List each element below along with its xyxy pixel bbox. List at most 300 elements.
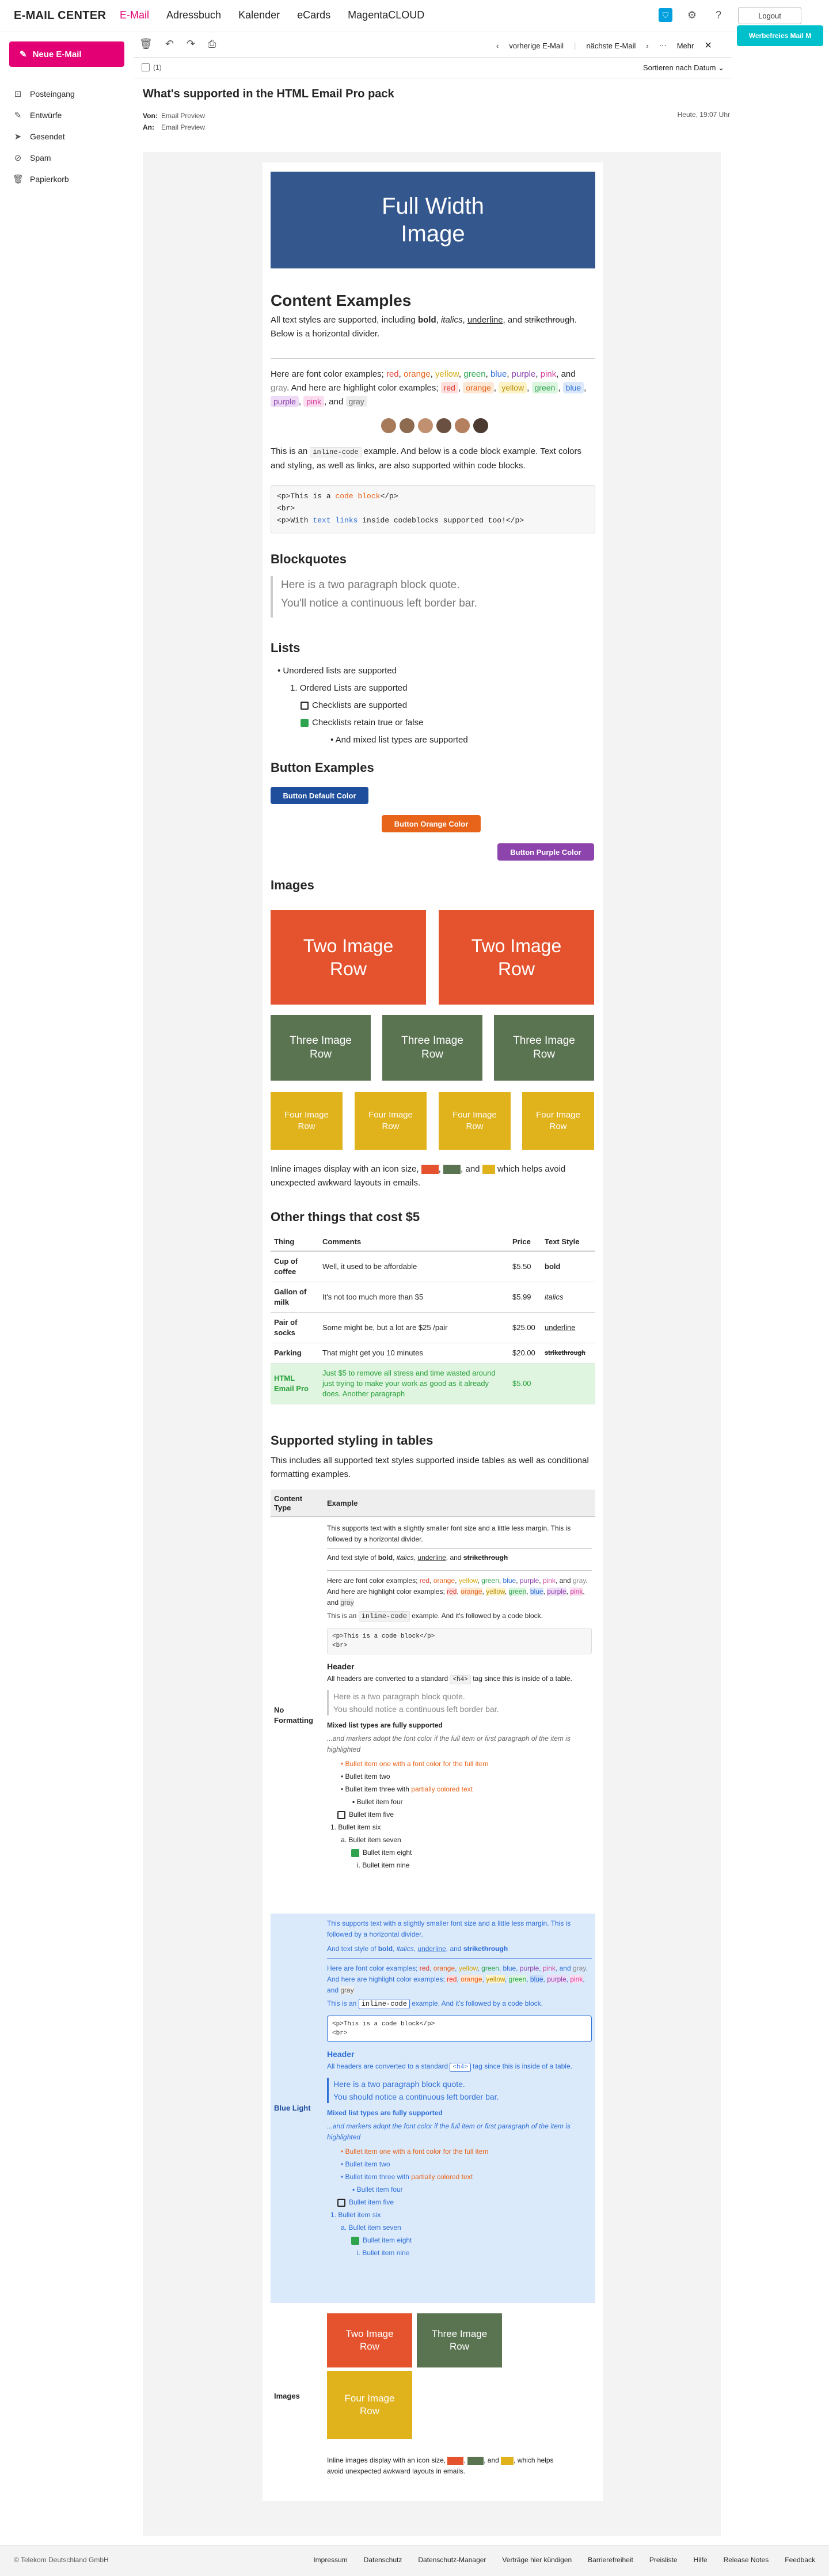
cell: Cup of coffee <box>271 1251 319 1282</box>
checkbox[interactable] <box>337 1811 345 1819</box>
t: gray <box>573 1964 586 1972</box>
t: . And here are highlight color examples; <box>327 1964 588 1983</box>
list-item: i. Bullet item nine <box>357 2249 410 2257</box>
from-label: Von: <box>143 112 158 120</box>
logout-button[interactable]: Logout <box>738 7 801 24</box>
sort-label: Sortieren nach Datum <box>643 63 716 72</box>
t: All headers are converted to a standard <box>327 1675 450 1683</box>
list-item: 1. Ordered Lists are supported <box>290 683 408 693</box>
t: Two Image Row <box>471 935 562 979</box>
t: Four Image Row <box>536 1110 580 1131</box>
folder-trash[interactable] <box>13 168 128 190</box>
t: , <box>413 1945 418 1953</box>
colors-text: Here are font color examples; red, orange, yellow, green, blue, purple, pink, and gray. And here are highlight color examples; red , orange , yellow , green , blue , purple , pink , and gray <box>271 369 587 407</box>
to-label: An: <box>143 123 154 131</box>
print-icon[interactable]: ⎙ <box>208 38 216 50</box>
lists-section <box>271 641 595 749</box>
list-item <box>327 1846 592 1859</box>
folder-label: Entwürfe <box>30 110 62 120</box>
table-header-text: Header <box>327 2050 355 2059</box>
t: Here is a two paragraph block quote. <box>333 1692 465 1701</box>
list-item: ▪ Bullet item four <box>352 2185 403 2194</box>
t: . And here are highlight color examples; <box>287 383 441 393</box>
shield-icon[interactable]: ⛉ <box>659 8 672 22</box>
nav-addressbook[interactable]: Adressbuch <box>166 9 222 21</box>
img-title-wrap <box>271 878 595 893</box>
footer-link[interactable]: Barrierefreiheit <box>588 2556 633 2564</box>
footer-link[interactable]: Impressum <box>313 2556 348 2564</box>
t: <p>This is a code block</p> <box>332 1633 435 1640</box>
t: This supports text with a slightly smaller font size and a little less margin. This is followed by a horizontal divider. <box>327 1524 571 1543</box>
t: Bullet item one with a font color for the full item <box>345 2147 489 2155</box>
t: and <box>561 369 576 379</box>
send-icon: ➤ <box>14 131 22 142</box>
code-block <box>271 485 595 533</box>
toolbar-actions <box>139 38 216 50</box>
list-item: • Bullet item two <box>341 2160 390 2168</box>
list-item: a. Bullet item seven <box>341 2223 401 2232</box>
table-row <box>271 1282 595 1313</box>
row-label-blue-light: Blue Light <box>274 2104 311 2112</box>
t: example. And it's followed by a code block. <box>409 1612 543 1620</box>
cell: Parking <box>271 1343 319 1363</box>
table-row <box>271 1251 595 1282</box>
t: gray <box>271 383 287 393</box>
forward-icon[interactable]: ↷ <box>186 38 196 50</box>
spam-icon: ⊘ <box>14 153 22 163</box>
t: strikethrough <box>524 315 575 325</box>
table-inline-images-text: Inline images display with an icon size, , , and , which helps avoid unexpected awkward layouts in emails. <box>327 2456 554 2475</box>
inline-image <box>447 2457 463 2465</box>
cell: Pair of socks <box>271 1313 319 1343</box>
new-mail-label: Neue E-Mail <box>32 49 82 59</box>
t: yellow <box>499 382 527 393</box>
t: red <box>386 369 399 379</box>
divider <box>327 1548 592 1549</box>
trash-icon: 🗑 <box>13 174 24 184</box>
t: Three Image Row <box>290 1035 352 1060</box>
styling-table-header <box>271 1490 595 1517</box>
brand-logo[interactable]: E-MAIL CENTER <box>14 9 107 22</box>
checkbox[interactable] <box>337 2199 345 2207</box>
mixed-list <box>327 1757 592 1872</box>
folder-list <box>13 83 128 190</box>
hero-text: Full Width Image <box>382 194 484 247</box>
footer-link[interactable]: Verträge hier kündigen <box>502 2556 572 2564</box>
styles-paragraph <box>271 313 595 341</box>
cell: Gallon of milk <box>271 1282 319 1313</box>
four-image-row-1 <box>271 1092 343 1150</box>
t: Bullet item five <box>349 1810 394 1819</box>
cost-title: Other things that cost $5 <box>271 1210 420 1224</box>
t: Checklists are supported <box>312 700 408 710</box>
t: Bullet item eight <box>363 1848 412 1857</box>
t: Four Image Row <box>284 1110 329 1131</box>
t: red <box>441 382 458 393</box>
t: Four Image Row <box>368 1110 413 1131</box>
col-header: Content Type <box>274 1494 303 1512</box>
no-formatting-cell: This supports text with a slightly smaller font size and a little less margin. This is followed by a horizontal divider. And text style of bold, italics, underline, and strikethrough Here are font color examples; red, orange, yellow, green, blue, purple, pink, and gray. And here are highlight color examples; red, orange, yellow, green, blue, purple, pink, and gray This is an inline-code example. And it's followed by a code block. <p>This is a code block</p> <br> Header All headers are converted to a standard <h4> tag since this is inside of a table. Here is a two paragraph block quote. You should notice a continuous left border bar. Mixed list types are fully supported ...and markers adopt the font color if the full item or first paragraph of the item is highlighted • Bullet item one with a font color for the full item • Bullet item two • Bullet item three with partially colored text ▪ Bullet item four Bullet item five 1. Bullet item six a. Bullet item seven Bullet item eight i. Bullet item nine <box>327 1523 592 1872</box>
t: Four Image Row <box>452 1110 497 1131</box>
t: You'll notice a continuous left border bar. <box>281 597 477 609</box>
inline-code: inline-code <box>310 447 361 457</box>
t: bold <box>417 315 436 325</box>
t: , <box>462 315 467 325</box>
t: italics <box>440 315 463 325</box>
t: blue <box>530 1588 543 1596</box>
list-item <box>271 714 595 732</box>
list-item <box>327 2234 592 2247</box>
t: Three Image Row <box>513 1035 575 1060</box>
sort-dropdown[interactable] <box>643 63 724 73</box>
cell: $20.00 <box>509 1343 541 1363</box>
t: </p> <box>380 492 398 501</box>
t: green <box>508 1975 527 1983</box>
table-header-row <box>271 1233 595 1251</box>
lists-title: Lists <box>271 641 301 655</box>
checkbox[interactable] <box>301 702 309 710</box>
t: Bullet item six <box>338 2211 381 2219</box>
new-mail-button[interactable] <box>9 41 124 67</box>
t: Four Image Row <box>344 2393 395 2416</box>
reply-icon[interactable]: ↶ <box>165 38 174 50</box>
cell <box>541 1363 595 1404</box>
t: ...and markers adopt the font color if the full item or first paragraph of the item is highlighted <box>327 1734 571 1753</box>
t: Three Image Row <box>401 1035 463 1060</box>
t: green <box>532 382 558 393</box>
copyright: © Telekom Deutschland GmbH <box>14 2556 109 2564</box>
cell: strikethrough <box>541 1343 595 1363</box>
mixed-list <box>327 2145 592 2259</box>
t: <br> <box>277 504 295 513</box>
col-header: Example <box>327 1499 358 1507</box>
inline-images-paragraph <box>271 1162 595 1190</box>
cell: bold <box>541 1251 595 1282</box>
inbox-icon: ⊡ <box>14 89 22 99</box>
t: Bullet item six <box>338 1823 381 1831</box>
cell: $5.50 <box>509 1251 541 1282</box>
gear-icon[interactable]: ⚙ <box>687 9 697 21</box>
t: pink <box>303 396 324 407</box>
t: Bullet item seven <box>348 1836 401 1844</box>
table-image-orange <box>327 2313 412 2367</box>
t: partially colored text <box>411 1785 473 1793</box>
t: Here are font color examples; <box>327 1577 420 1585</box>
help-icon[interactable]: ? <box>715 9 721 21</box>
tables-title: Supported styling in tables <box>271 1433 433 1448</box>
t: strikethrough <box>463 1554 508 1562</box>
blockquote <box>327 2078 592 2103</box>
folder-spam[interactable] <box>13 147 128 168</box>
code-block <box>327 2016 592 2042</box>
t: tag since this is inside of a table. <box>470 1675 572 1683</box>
mail-meta <box>143 110 730 133</box>
mail-date: Heute, 19:07 Uhr <box>677 111 730 119</box>
prev-mail-link[interactable]: vorherige E-Mail <box>509 41 564 50</box>
cell: $5.00 <box>509 1363 541 1404</box>
buttons-title: Button Examples <box>271 760 374 775</box>
t: And text style of <box>327 1945 378 1953</box>
inline-code: inline-code <box>359 1999 410 2009</box>
inline-code: <h4> <box>450 2063 470 2072</box>
blockquote <box>327 1690 592 1715</box>
pencil-icon: ✎ <box>14 110 22 120</box>
t: Mixed list types are fully supported <box>327 1721 443 1729</box>
t: example. And below is a code block example. Text colors and styling, as well as links, are also supported within code blocks. <box>271 446 582 471</box>
t: pink <box>570 1588 583 1596</box>
footer-links <box>313 2556 815 2564</box>
t: red <box>447 1588 457 1596</box>
t: inside codeblocks supported too!</p> <box>358 516 524 525</box>
nav-magentacloud[interactable]: MagentaCLOUD <box>348 9 425 21</box>
checkbox-checked[interactable] <box>351 1849 359 1857</box>
table-image-green <box>417 2313 502 2367</box>
inline-image <box>467 2457 484 2465</box>
more-button[interactable]: Mehr <box>676 41 694 50</box>
t: Mixed list types are fully supported <box>327 2109 443 2117</box>
t: <p>This is a code block</p> <box>332 2021 435 2028</box>
t: purple <box>511 369 536 379</box>
t: orange <box>433 1577 455 1585</box>
col-header: Text Style <box>541 1233 595 1251</box>
t: This is an <box>327 1999 359 2007</box>
list-item <box>327 1808 592 1821</box>
t: Here is a two paragraph block quote. <box>281 579 460 591</box>
table-row-highlight <box>271 1363 595 1404</box>
next-mail-link[interactable]: nächste E-Mail <box>586 41 636 50</box>
nav-calendar[interactable]: Kalender <box>238 9 280 21</box>
t: Bullet item two <box>345 2160 390 2168</box>
col-header: Price <box>509 1233 541 1251</box>
divider <box>327 1570 592 1571</box>
t: <br> <box>332 1642 348 1649</box>
purple-color-button[interactable]: Button Purple Color <box>497 843 594 861</box>
inline-image <box>443 1165 461 1174</box>
t: underline <box>417 1945 446 1953</box>
table-image-yellow <box>327 2371 412 2439</box>
t: , and <box>461 1164 480 1174</box>
cell: Well, it used to be affordable <box>319 1251 509 1282</box>
cell: $5.99 <box>509 1282 541 1313</box>
t: pink <box>542 1964 556 1972</box>
more-icon[interactable]: ⋯ <box>659 41 667 50</box>
t: Bullet item five <box>349 2198 394 2206</box>
t: gray <box>340 1986 354 1994</box>
t: yellow <box>458 1577 478 1585</box>
t: orange <box>461 1588 482 1596</box>
nav-email[interactable]: E-Mail <box>120 9 150 21</box>
table-header-text: Header <box>327 1662 355 1671</box>
two-image-row-right <box>439 910 594 1005</box>
orange-color-button[interactable]: Button Orange Color <box>382 815 481 832</box>
list-item <box>271 697 595 714</box>
t: Inline images display with an icon size, <box>271 1164 421 1174</box>
bq-title-wrap <box>271 552 595 567</box>
footer-link[interactable]: Datenschutz-Manager <box>418 2556 486 2564</box>
footer-link[interactable]: Datenschutz <box>363 2556 402 2564</box>
t: Bullet item three with <box>345 1785 412 1793</box>
inline-text: Inline images display with an icon size, , , and which helps avoid unexpected awkward layouts in emails. <box>271 1164 566 1188</box>
selection-count: (1) <box>153 63 162 71</box>
t: gray <box>340 1598 354 1607</box>
t: Unordered lists are supported <box>283 666 397 676</box>
t: and <box>559 1964 571 1972</box>
t: purple <box>547 1975 566 1983</box>
full-width-image <box>271 172 595 268</box>
table-row <box>271 1343 595 1363</box>
t: Bullet item four <box>356 1798 403 1806</box>
footer-link[interactable]: Release Notes <box>723 2556 769 2564</box>
list-item: 1. Bullet item six <box>330 2211 381 2219</box>
default-color-button[interactable]: Button Default Color <box>271 787 368 804</box>
folder-inbox[interactable] <box>13 83 128 104</box>
t: yellow <box>486 1588 505 1596</box>
footer-link[interactable]: Hilfe <box>693 2556 708 2564</box>
list-item: • Bullet item three with partially colored text <box>341 1785 473 1793</box>
t: <br> <box>332 2030 348 2037</box>
sidebar <box>0 32 134 2567</box>
code-block <box>327 1628 592 1654</box>
cell: Just $5 to remove all stress and time wasted around just trying to make your work as good as it already does. Another paragraph <box>319 1363 509 1404</box>
three-image-row-3 <box>494 1015 594 1081</box>
t: You should notice a continuous left border bar. <box>333 2092 499 2101</box>
folder-sent[interactable] <box>13 126 128 147</box>
t: , which helps avoid unexpected awkward layouts in emails. <box>327 2456 554 2475</box>
footer-link[interactable]: Preisliste <box>649 2556 678 2564</box>
footer-link[interactable]: Feedback <box>785 2556 815 2564</box>
row-label-images: Images <box>274 2392 300 2400</box>
t: underline <box>417 1554 446 1562</box>
cell: underline <box>541 1313 595 1343</box>
list-item: • Bullet item one with a font color for the full item <box>341 2147 489 2155</box>
t: And mixed list types are supported <box>335 735 468 745</box>
close-icon[interactable]: ✕ <box>704 41 712 51</box>
btn-title-wrap <box>271 760 595 775</box>
t: <p>This is a <box>277 492 336 501</box>
t: tag since this is inside of a table. <box>470 2062 572 2070</box>
t: purple <box>519 1577 539 1585</box>
t: , and <box>484 2456 499 2464</box>
t: pink <box>542 1577 556 1585</box>
cell: HTML Email Pro <box>271 1363 319 1404</box>
t: This is an <box>327 1612 359 1620</box>
folder-label: Gesendet <box>30 131 65 141</box>
checkbox-checked[interactable] <box>301 719 309 727</box>
nav-ecards[interactable]: eCards <box>297 9 331 21</box>
toolbar-nav <box>496 40 712 51</box>
t: yellow <box>435 369 459 379</box>
t: blue <box>490 369 507 379</box>
t: This is an <box>271 446 310 456</box>
cost-title-wrap <box>271 1210 595 1225</box>
cost-table <box>271 1233 595 1404</box>
tables-section <box>271 1433 595 1482</box>
t: green <box>463 369 486 379</box>
t: and <box>327 1598 339 1607</box>
code-link[interactable]: text links <box>313 516 358 525</box>
t: , <box>413 1554 418 1562</box>
mail-header <box>143 88 730 133</box>
t: , and <box>446 1945 463 1953</box>
t: green <box>508 1588 527 1596</box>
row-label-no-formatting: No Formatting <box>274 1706 313 1725</box>
t: orange <box>463 382 494 393</box>
t: example. And it's followed by a code block. <box>409 1999 543 2007</box>
t: pink <box>540 369 557 379</box>
t: red <box>447 1975 457 1983</box>
t: Checklists retain true or false <box>312 718 424 728</box>
list-item: 1. Bullet item six <box>330 1823 381 1831</box>
list-item: • Bullet item one with a font color for the full item <box>341 1760 489 1768</box>
from-value[interactable]: Email Preview <box>161 112 206 120</box>
t: pink <box>570 1975 583 1983</box>
chevron-right-icon[interactable]: › <box>646 41 649 50</box>
trash-icon[interactable]: 🗑 <box>139 38 153 50</box>
mail-subject: What's supported in the HTML Email Pro pack <box>143 88 394 100</box>
cell: italics <box>541 1282 595 1313</box>
t: Inline images display with an icon size, <box>327 2456 448 2464</box>
t: Three Image Row <box>431 2328 488 2352</box>
t: code block <box>335 492 381 501</box>
t: purple <box>271 396 299 407</box>
top-icons <box>659 8 725 22</box>
t: yellow <box>458 1964 478 1972</box>
folder-label: Spam <box>30 153 51 162</box>
t: orange <box>433 1964 455 1972</box>
t: bold <box>378 1945 393 1953</box>
t: Here are font color examples; <box>271 369 386 379</box>
t: purple <box>547 1588 566 1596</box>
t: green <box>481 1964 499 1972</box>
cell: That might get you 10 minutes <box>319 1343 509 1363</box>
t: and <box>329 397 344 407</box>
list-item <box>327 2196 592 2208</box>
t: Two Image Row <box>303 935 394 979</box>
images-title: Images <box>271 878 314 892</box>
checkbox-checked[interactable] <box>351 2237 359 2245</box>
t: You should notice a continuous left border bar. <box>333 1704 499 1714</box>
blockquote <box>271 576 595 618</box>
chevron-left-icon[interactable]: ‹ <box>496 41 499 50</box>
t: green <box>481 1577 499 1585</box>
t: And text style of <box>327 1554 378 1562</box>
four-image-row-4 <box>522 1092 594 1150</box>
ad-free-button[interactable]: Werbefreies Mail M <box>737 25 823 46</box>
avatar-row <box>380 417 489 434</box>
t: blue <box>503 1964 516 1972</box>
t: This supports text with a slightly smaller font size and a little less margin. This is followed by a horizontal divider. <box>327 1919 571 1938</box>
t: underline <box>467 315 503 325</box>
four-image-row-3 <box>439 1092 511 1150</box>
tables-paragraph: This includes all supported text styles supported inside tables as well as conditional formatting examples. <box>271 1456 589 1479</box>
inline-code: <h4> <box>450 1675 470 1684</box>
t: and <box>327 1986 339 1994</box>
avatar <box>435 417 452 434</box>
examples-title: Content Examples <box>271 291 412 309</box>
t: blue <box>530 1975 543 1983</box>
folder-drafts[interactable] <box>13 104 128 126</box>
select-all-checkbox[interactable] <box>142 63 150 71</box>
three-image-row-2 <box>382 1015 482 1081</box>
t: , and <box>503 315 525 325</box>
t: Bullet item nine <box>362 2249 410 2257</box>
t: Two Image Row <box>345 2328 394 2352</box>
folder-label: Papierkorb <box>30 174 69 184</box>
t: purple <box>519 1964 539 1972</box>
table-row <box>271 1313 595 1343</box>
to-value[interactable]: Email Preview <box>161 123 206 131</box>
blockquotes-title: Blockquotes <box>271 552 347 566</box>
